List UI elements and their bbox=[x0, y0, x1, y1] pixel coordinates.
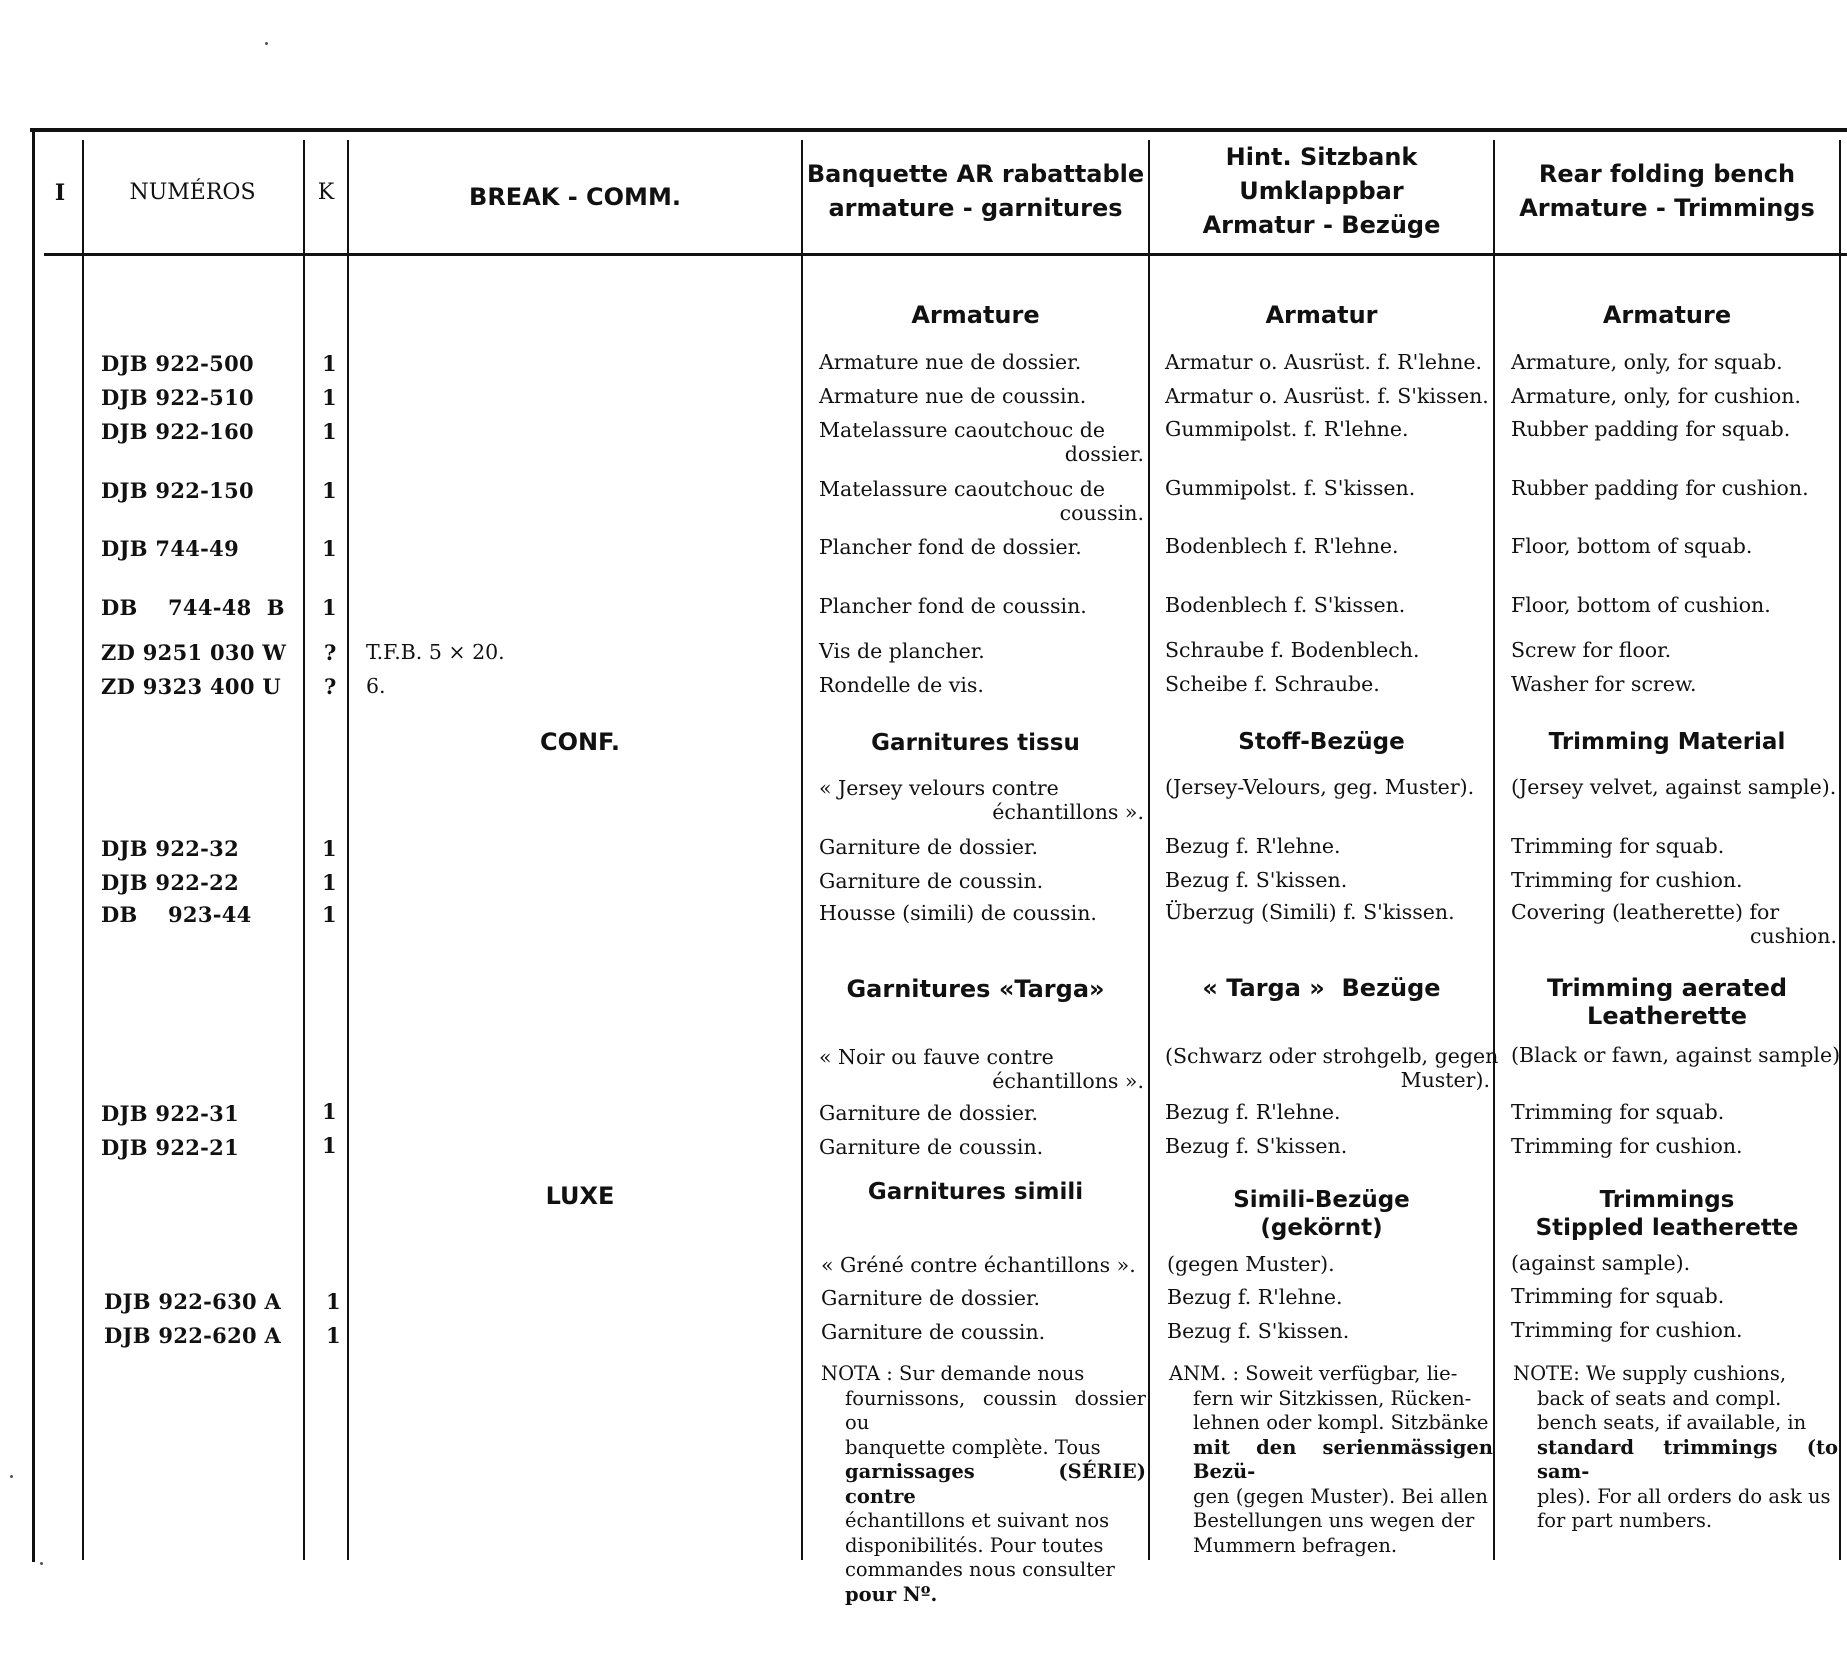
desc-fr-cont: échantillons ». bbox=[992, 800, 1144, 824]
desc-de: (Jersey-Velours, geg. Muster). bbox=[1165, 775, 1475, 799]
desc-de: (Schwarz oder strohgelb, gegen bbox=[1165, 1044, 1499, 1068]
desc-fr: Garniture de dossier. bbox=[821, 1286, 1041, 1310]
desc-en: Floor, bottom of cushion. bbox=[1511, 593, 1771, 617]
desc-en: Trimming for squab. bbox=[1511, 834, 1725, 858]
part-number: DJB 922-630 A bbox=[104, 1289, 282, 1314]
section-simili-en-line2: Stippled leatherette bbox=[1535, 1215, 1799, 1241]
col-border-left bbox=[32, 130, 35, 1562]
desc-en: (Jersey velvet, against sample). bbox=[1511, 775, 1837, 799]
note-en-line: ples). For all orders do ask us bbox=[1537, 1484, 1831, 1508]
desc-en: Trimming for squab. bbox=[1511, 1100, 1725, 1124]
part-number: DJB 922-22 bbox=[101, 870, 239, 895]
note-en-line: bench seats, if available, in bbox=[1537, 1411, 1807, 1434]
note-en bbox=[1513, 1362, 1838, 1534]
desc-fr: Vis de plancher. bbox=[819, 639, 985, 663]
section-simili-en-line1: Trimmings bbox=[1599, 1187, 1735, 1213]
part-number: DJB 922-150 bbox=[101, 478, 254, 503]
header-col-k: K bbox=[317, 180, 335, 205]
header-fr-line1: Banquette AR rabattable bbox=[806, 160, 1145, 188]
desc-fr: Matelassure caoutchouc de bbox=[819, 418, 1106, 442]
part-number: DJB 922-31 bbox=[101, 1101, 239, 1126]
note-fr-line: NOTA : Sur demande nous bbox=[821, 1362, 1085, 1385]
desc-en: Trimming for cushion. bbox=[1511, 1318, 1743, 1342]
desc-en: (Black or fawn, against sample) bbox=[1511, 1043, 1841, 1067]
header-col-en bbox=[1495, 157, 1839, 225]
desc-en: Armature, only, for squab. bbox=[1511, 350, 1783, 374]
note-de-line: Mummern befragen. bbox=[1193, 1533, 1398, 1557]
section-simili-fr: Garnitures simili bbox=[867, 1179, 1084, 1205]
note-en-line: standard trimmings (to sam- bbox=[1537, 1435, 1838, 1483]
note-de bbox=[1169, 1362, 1493, 1558]
section-targa-de: « Targa » Bezüge bbox=[1202, 974, 1441, 1002]
header-col-numeros: NUMÉROS bbox=[129, 180, 256, 205]
desc-en: Rubber padding for squab. bbox=[1511, 417, 1791, 441]
desc-en: Washer for screw. bbox=[1511, 672, 1697, 696]
part-number: DJB 922-160 bbox=[101, 419, 254, 444]
desc-de: Überzug (Simili) f. S'kissen. bbox=[1165, 900, 1455, 924]
col-border-en bbox=[1839, 140, 1841, 1560]
col-border-break bbox=[801, 140, 803, 1560]
desc-de: Schraube f. Bodenblech. bbox=[1165, 638, 1420, 662]
desc-en: Rubber padding for cushion. bbox=[1511, 476, 1809, 500]
section-armature-en: Armature bbox=[1602, 301, 1732, 329]
section-luxe-label: LUXE bbox=[545, 1182, 615, 1210]
desc-en: Floor, bottom of squab. bbox=[1511, 534, 1753, 558]
desc-fr: « Jersey velours contre bbox=[819, 776, 1059, 800]
desc-fr: Plancher fond de dossier. bbox=[819, 535, 1082, 559]
note-de-line: gen (gegen Muster). Bei allen bbox=[1193, 1484, 1488, 1508]
header-en-line2: Armature - Trimmings bbox=[1519, 194, 1815, 222]
section-simili-de-line1: Simili-Bezüge bbox=[1233, 1187, 1410, 1213]
header-col-fr bbox=[803, 157, 1148, 225]
note-de-line: ANM. : Soweit verfügbar, lie- bbox=[1169, 1362, 1458, 1385]
desc-fr: Armature nue de dossier. bbox=[819, 350, 1082, 374]
quantity: 1 bbox=[322, 536, 337, 561]
desc-de: Gummipolst. f. R'lehne. bbox=[1165, 417, 1409, 441]
speck bbox=[40, 1562, 43, 1565]
desc-de: Scheibe f. Schraube. bbox=[1165, 672, 1380, 696]
note-fr-line: pour Nº. bbox=[845, 1582, 938, 1606]
desc-fr: Garniture de coussin. bbox=[819, 869, 1044, 893]
note-de-line: lehnen oder kompl. Sitzbänke bbox=[1193, 1411, 1489, 1434]
quantity: 1 bbox=[326, 1289, 341, 1314]
desc-fr: Garniture de dossier. bbox=[819, 835, 1039, 859]
desc-fr: Garniture de dossier. bbox=[819, 1101, 1039, 1125]
section-targa-en-line2: Leatherette bbox=[1587, 1002, 1747, 1030]
section-simili-de-line2: (gekörnt) bbox=[1260, 1215, 1383, 1241]
part-number: DB 923-44 bbox=[101, 902, 252, 927]
header-de-line2: Umklappbar bbox=[1239, 177, 1404, 205]
section-armature-fr: Armature bbox=[911, 301, 1040, 329]
quantity: 1 bbox=[322, 836, 337, 861]
desc-en: Trimming for cushion. bbox=[1511, 868, 1743, 892]
spec: T.F.B. 5 × 20. bbox=[366, 640, 505, 664]
desc-fr: « Gréné contre échantillons ». bbox=[821, 1253, 1136, 1277]
desc-de: Bezug f. R'lehne. bbox=[1165, 834, 1341, 858]
header-col-break: BREAK - COMM. bbox=[469, 183, 681, 211]
section-targa-en bbox=[1495, 974, 1839, 1030]
note-de-line: mit den serienmässigen Bezü- bbox=[1193, 1435, 1493, 1483]
desc-fr: Matelassure caoutchouc de bbox=[819, 477, 1106, 501]
section-tissu-de: Stoff-Bezüge bbox=[1238, 729, 1405, 755]
speck bbox=[10, 1475, 13, 1478]
col-border-k bbox=[347, 140, 349, 1560]
desc-en: Covering (leatherette) for bbox=[1511, 900, 1780, 924]
desc-en: Trimming for squab. bbox=[1511, 1284, 1725, 1308]
desc-en: Trimming for cushion. bbox=[1511, 1134, 1743, 1158]
desc-fr: Armature nue de coussin. bbox=[819, 384, 1087, 408]
note-fr-line: banquette complète. Tous bbox=[845, 1435, 1101, 1459]
part-number: DJB 744-49 bbox=[101, 536, 239, 561]
part-number: DJB 922-21 bbox=[101, 1135, 239, 1160]
header-de-line1: Hint. Sitzbank bbox=[1225, 143, 1418, 171]
note-de-line: fern wir Sitzkissen, Rücken- bbox=[1193, 1386, 1472, 1410]
part-number: DB 744-48 B bbox=[101, 595, 285, 620]
desc-fr-cont: échantillons ». bbox=[992, 1069, 1144, 1093]
note-fr-line: commandes nous consulter bbox=[845, 1558, 1115, 1581]
desc-fr-cont: dossier. bbox=[1064, 442, 1144, 466]
note-de-line: Bestellungen uns wegen der bbox=[1193, 1509, 1475, 1532]
part-number: DJB 922-510 bbox=[101, 385, 254, 410]
header-col-de bbox=[1150, 140, 1493, 242]
desc-de: Bezug f. R'lehne. bbox=[1167, 1285, 1343, 1309]
desc-en: Armature, only, for cushion. bbox=[1511, 384, 1801, 408]
quantity: 1 bbox=[322, 1133, 337, 1158]
note-fr-line: échantillons et suivant nos bbox=[845, 1509, 1110, 1532]
col-border-i bbox=[82, 140, 84, 1560]
desc-fr: Housse (simili) de coussin. bbox=[819, 901, 1097, 925]
desc-de-cont: Muster). bbox=[1400, 1068, 1490, 1092]
quantity: 1 bbox=[326, 1323, 341, 1348]
header-de-line3: Armatur - Bezüge bbox=[1202, 211, 1441, 239]
desc-fr: Rondelle de vis. bbox=[819, 673, 984, 697]
desc-de: Gummipolst. f. S'kissen. bbox=[1165, 476, 1416, 500]
col-border-fr bbox=[1148, 140, 1150, 1560]
header-en-line1: Rear folding bench bbox=[1538, 160, 1796, 188]
note-fr bbox=[821, 1362, 1146, 1607]
quantity: 1 bbox=[322, 478, 337, 503]
desc-de: Armatur o. Ausrüst. f. R'lehne. bbox=[1165, 350, 1483, 374]
header-rule bbox=[44, 253, 1847, 256]
note-fr-line: fournissons, coussin dossier ou bbox=[845, 1386, 1146, 1434]
spec: 6. bbox=[366, 674, 386, 698]
section-targa-en-line1: Trimming aerated bbox=[1546, 974, 1788, 1002]
quantity: 1 bbox=[322, 902, 337, 927]
quantity: 1 bbox=[322, 351, 337, 376]
desc-de: Bodenblech f. S'kissen. bbox=[1165, 593, 1406, 617]
section-tissu-en: Trimming Material bbox=[1548, 729, 1786, 755]
note-fr-line: garnissages (SÉRIE) contre bbox=[845, 1460, 1146, 1508]
desc-de: Bezug f. S'kissen. bbox=[1165, 1134, 1348, 1158]
speck bbox=[265, 42, 268, 45]
desc-fr: Garniture de coussin. bbox=[819, 1135, 1044, 1159]
desc-fr: « Noir ou fauve contre bbox=[819, 1045, 1054, 1069]
header-col-i: I bbox=[54, 180, 66, 206]
section-simili-de bbox=[1150, 1186, 1493, 1242]
quantity: 1 bbox=[322, 595, 337, 620]
col-border-de bbox=[1493, 140, 1495, 1560]
part-number: DJB 922-620 A bbox=[104, 1323, 282, 1348]
top-rule bbox=[30, 128, 1847, 132]
section-targa-fr: Garnitures «Targa» bbox=[846, 975, 1105, 1003]
desc-de: Bezug f. S'kissen. bbox=[1165, 868, 1348, 892]
part-number: DJB 922-32 bbox=[101, 836, 239, 861]
quantity: 1 bbox=[322, 1099, 337, 1124]
desc-de: Bodenblech f. R'lehne. bbox=[1165, 534, 1399, 558]
part-number: DJB 922-500 bbox=[101, 351, 254, 376]
note-en-line: NOTE: We supply cushions, bbox=[1513, 1362, 1787, 1385]
quantity: ? bbox=[324, 674, 337, 699]
part-number: ZD 9323 400 U bbox=[101, 674, 281, 699]
desc-en-cont: cushion. bbox=[1749, 924, 1837, 948]
quantity: 1 bbox=[322, 419, 337, 444]
part-number: ZD 9251 030 W bbox=[101, 640, 287, 665]
quantity: 1 bbox=[322, 870, 337, 895]
desc-de: Bezug f. R'lehne. bbox=[1165, 1100, 1341, 1124]
note-fr-line: disponibilités. Pour toutes bbox=[845, 1533, 1104, 1557]
desc-de: (gegen Muster). bbox=[1167, 1252, 1335, 1276]
section-armature-de: Armatur bbox=[1265, 301, 1378, 329]
desc-en: (against sample). bbox=[1511, 1251, 1691, 1275]
header-fr-line2: armature - garnitures bbox=[828, 194, 1123, 222]
section-simili-en bbox=[1495, 1186, 1839, 1242]
desc-de: Armatur o. Ausrüst. f. S'kissen. bbox=[1165, 384, 1489, 408]
desc-fr: Plancher fond de coussin. bbox=[819, 594, 1087, 618]
desc-en: Screw for floor. bbox=[1511, 638, 1672, 662]
quantity: ? bbox=[324, 640, 337, 665]
quantity: 1 bbox=[322, 385, 337, 410]
desc-fr-cont: coussin. bbox=[1059, 501, 1144, 525]
desc-de: Bezug f. S'kissen. bbox=[1167, 1319, 1350, 1343]
col-border-numeros bbox=[303, 140, 305, 1560]
note-en-line: for part numbers. bbox=[1537, 1509, 1713, 1532]
note-en-line: back of seats and compl. bbox=[1537, 1386, 1782, 1410]
section-conf-label: CONF. bbox=[539, 728, 621, 756]
section-tissu-fr: Garnitures tissu bbox=[871, 730, 1080, 756]
desc-fr: Garniture de coussin. bbox=[821, 1320, 1046, 1344]
